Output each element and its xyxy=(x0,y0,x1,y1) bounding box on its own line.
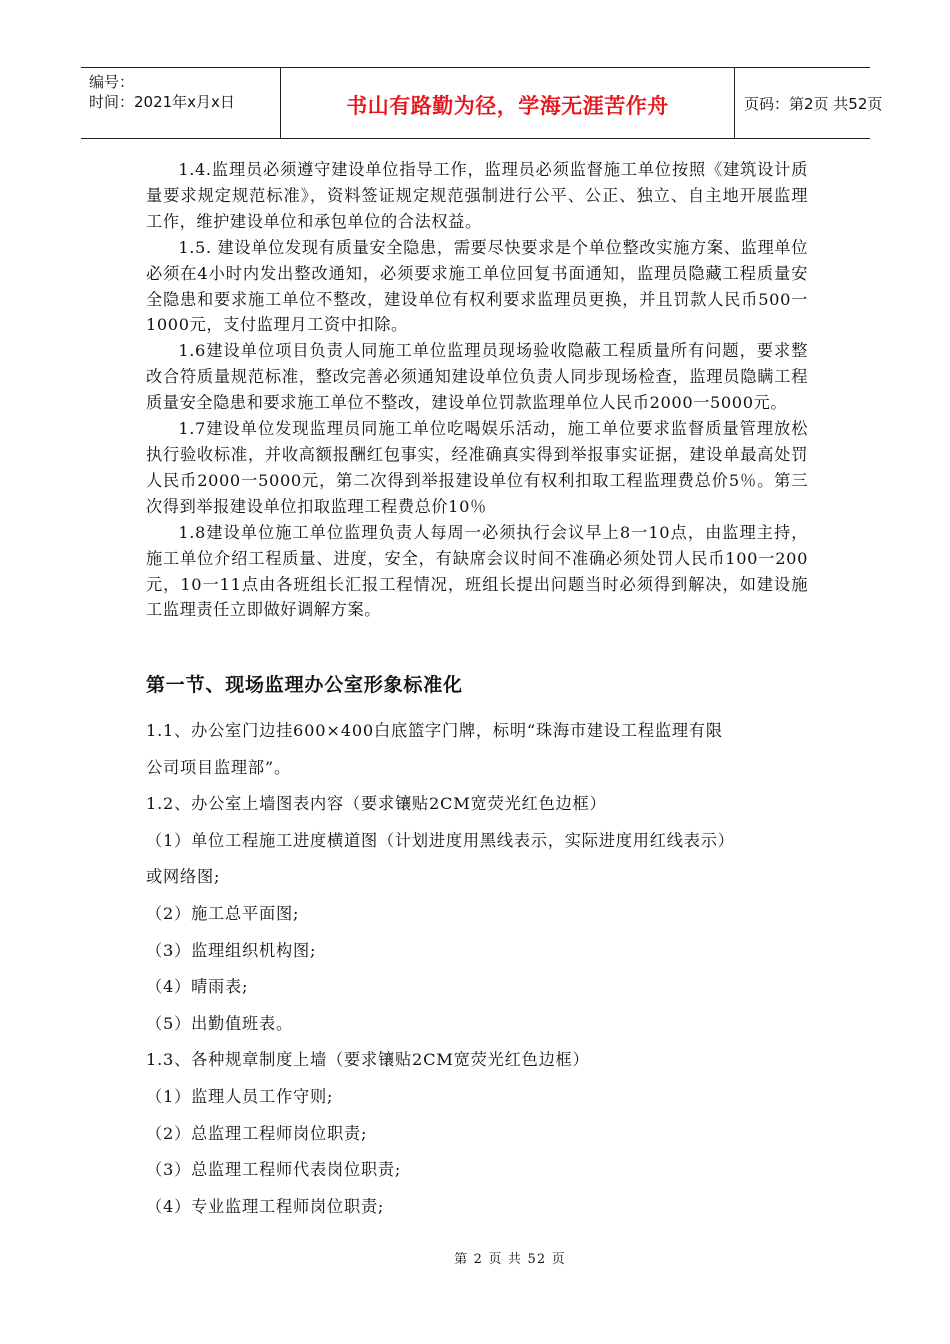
paragraph-1-6: 1.6建设单位项目负责人同施工单位监理员现场验收隐蔽工程质量所有问题，要求整改合符质量规范标准，整改完善必须通知建设单位负责人同步现场检查，监理员隐瞒工程质量安全隐患和要求施工单位不整改，建设单位罚款监理单位人民币2000一5000元。 xyxy=(146,341,808,413)
list-item: （5）出勤值班表。 xyxy=(146,1013,293,1033)
list-item: （3）总监理工程师代表岗位职责; xyxy=(146,1160,402,1180)
header-motto-cell xyxy=(280,68,735,138)
page-footer: 第 2 页 共 52 页 xyxy=(454,1252,566,1267)
paragraph-1-5: 1.5. 建设单位发现有质量安全隐患，需要尽快要求是个单位整改实施方案、监理单位必须在4小时内发出整改通知，必须要求施工单位回复书面通知，监理员隐藏工程质量安全隐患和要求施工单位不整改，建设单位有权利要求监理员更换，并且罚款人民币500一1000元，支付监理月工资中扣除。 xyxy=(146,237,808,335)
header-page-cell xyxy=(734,68,883,138)
list-item: （4）专业监理工程师岗位职责; xyxy=(146,1196,385,1216)
list-item: 1.2、办公室上墙图表内容（要求镶贴2CM宽荧光红色边框） xyxy=(146,794,607,814)
list-item: （1）监理人员工作守则; xyxy=(146,1086,334,1106)
paragraph-1-7: 1.7建设单位发现监理员同施工单位吃喝娱乐活动，施工单位要求监督质量管理放松执行验收标准，并收高额报酬红包事实，经准确真实得到举报事实证据，建设单最高处罚人民币2000一5000元，第二次得到举报建设单位有权利扣取工程监理费总价5％。第三次得到举报建设单位扣取监理工程费总价10％ xyxy=(146,419,808,516)
paragraph-1-4: 1.4.监理员必须遵守建设单位指导工作，监理员必须监督施工单位按照《建筑设计质量要求规定规范标准》，资料签证规定规范强制进行公平、公正、独立、自主地开展监理工作，维护建设单位和承包单位的合法权益。 xyxy=(146,160,808,231)
list-item: 1.1、办公室门边挂600×400白底篮字门牌，标明“珠海市建设工程监理有限 xyxy=(146,721,723,740)
document-header xyxy=(81,67,883,139)
body-text xyxy=(146,157,808,623)
document-number: 编号： xyxy=(89,73,135,91)
document-date: 时间：2021年x月x日 xyxy=(89,93,235,111)
list-item: 1.3、各种规章制度上墙（要求镶贴2CM宽荧光红色边框） xyxy=(146,1050,590,1070)
section-title: 第一节、现场监理办公室形象标准化 xyxy=(146,674,463,696)
list-item: （2）施工总平面图; xyxy=(146,903,300,923)
list-item: （2）总监理工程师岗位职责; xyxy=(146,1123,368,1143)
list-item: （4）晴雨表; xyxy=(146,977,249,997)
paragraph-1-8: 1.8建设单位施工单位监理负责人每周一必须执行会议早上8一10点，由监理主持，施工单位介绍工程质量、进度，安全，有缺席会议时间不准确必须处罚人民币100一200元，10一11点由各班组长汇报工程情况，班组长提出问题当时必须得到解决，如建设施工监理责任立即做好调解方案。 xyxy=(146,522,808,620)
list-item: （3）监理组织机构图; xyxy=(146,940,317,960)
item-list xyxy=(146,713,816,1225)
list-item: （1）单位工程施工进度横道图（计划进度用黑线表示，实际进度用红线表示） xyxy=(146,830,735,850)
list-item: 或网络图; xyxy=(146,867,221,887)
header-info-cell xyxy=(81,68,280,138)
list-item: 公司项目监理部”。 xyxy=(146,757,291,777)
header-page-info: 页码：第2页 共52页 xyxy=(744,95,883,113)
header-motto: 书山有路勤为径，学海无涯苦作舟 xyxy=(346,94,669,118)
